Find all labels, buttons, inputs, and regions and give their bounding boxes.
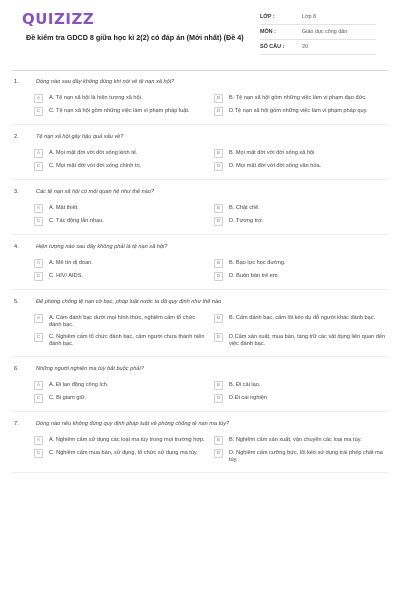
option-text: A. Mê tín dị đoan. xyxy=(49,260,93,266)
option-text: C. Bị giam giữ. xyxy=(49,395,87,401)
question-item xyxy=(12,418,388,473)
answer-option[interactable] xyxy=(214,149,388,158)
option-text: C. Nghiêm cấm tổ chức đánh bạc, cấm người chưa thành niên đánh bạc. xyxy=(49,334,205,347)
question-number: 3. xyxy=(14,189,19,195)
question-list xyxy=(12,76,388,479)
answer-option[interactable] xyxy=(34,449,208,464)
question-number: 4. xyxy=(14,244,19,250)
option-text: D. Nghiêm cấm cưỡng bức, lôi kéo sử dụng trái phép chất ma túy. xyxy=(229,450,383,463)
question-number: 2. xyxy=(14,134,19,140)
answer-option[interactable] xyxy=(34,333,208,348)
option-letter-box[interactable]: C xyxy=(34,333,43,342)
option-text: B. Cấm đánh bạc, cấm lôi kéo dụ dỗ người khác đánh bạc. xyxy=(229,315,376,321)
answer-option[interactable] xyxy=(34,314,208,329)
quizizz-logo: QUIZIZZ xyxy=(22,10,95,28)
option-text: B. Mọi mặt đời với đời sống xã hội xyxy=(229,150,315,156)
option-letter-box[interactable]: C xyxy=(34,272,43,281)
option-text: C. Tác động lẫn nhau. xyxy=(49,218,104,224)
question-text: Hiện tượng nào sau đây không phải là tệ nạn xã hội? xyxy=(36,244,168,250)
answer-option[interactable] xyxy=(34,381,208,390)
meta-question-count xyxy=(260,40,376,55)
option-letter-box[interactable]: D xyxy=(214,394,223,403)
answer-option[interactable] xyxy=(214,107,388,116)
question-header xyxy=(12,186,388,198)
option-text: A. Cấm đánh bạc dưới mọi hình thức, nghiêm cấm tổ chức đánh bạc. xyxy=(49,315,196,328)
option-letter-box[interactable]: C xyxy=(34,394,43,403)
meta-value: Lớp 8 xyxy=(302,14,317,20)
question-header xyxy=(12,241,388,253)
option-text: D.Đi cai nghiện xyxy=(229,395,267,401)
answer-option[interactable] xyxy=(214,436,388,445)
answer-option[interactable] xyxy=(214,217,388,226)
option-letter-box[interactable]: D xyxy=(214,162,223,171)
answer-option[interactable] xyxy=(214,259,388,268)
answer-option[interactable] xyxy=(214,314,388,329)
option-letter-box[interactable]: D xyxy=(214,107,223,116)
question-number: 6. xyxy=(14,366,19,372)
meta-class xyxy=(260,10,376,25)
option-letter-box[interactable]: C xyxy=(34,107,43,116)
answer-option[interactable] xyxy=(34,162,208,171)
option-letter-box[interactable]: A xyxy=(34,94,43,103)
option-letter-box[interactable]: D xyxy=(214,449,223,458)
option-text: C. HIV/ AIDS. xyxy=(49,273,83,279)
option-text: D. Tương trợ. xyxy=(229,218,264,224)
question-text: Dòng nào sau đây không đúng khi nói về tệ nạn xã hội? xyxy=(36,79,175,85)
answer-options xyxy=(34,314,388,348)
question-item xyxy=(12,296,388,357)
answer-option[interactable] xyxy=(34,272,208,281)
answer-option[interactable] xyxy=(34,436,208,445)
meta-value: Giáo dục công dân xyxy=(302,29,348,35)
option-letter-box[interactable]: D xyxy=(214,333,223,342)
option-letter-box[interactable]: D xyxy=(214,272,223,281)
option-text: A. Nghiêm cấm sử dụng các loại ma túy trong mọi trường hợp. xyxy=(49,437,205,443)
option-text: D.Tệ nạn xã hội gồm những việc làm vi phạm pháp quy. xyxy=(229,108,368,114)
option-letter-box[interactable]: B xyxy=(214,259,223,268)
question-text: Dòng nào nêu không đúng quy định pháp luật về phòng chống tệ nạn ma túy? xyxy=(36,421,230,427)
option-text: C. Nghiêm cấm mua bán, sử dụng, tổ chức sử dụng ma túy. xyxy=(49,450,198,456)
answer-option[interactable] xyxy=(214,394,388,403)
question-item xyxy=(12,363,388,412)
option-text: B. Tệ nạn xã hội gồm những việc làm vi phạm đạo đức. xyxy=(229,95,367,101)
answer-option[interactable] xyxy=(34,394,208,403)
option-letter-box[interactable]: D xyxy=(214,217,223,226)
question-item xyxy=(12,131,388,180)
option-letter-box[interactable]: B xyxy=(214,314,223,323)
option-letter-box[interactable]: A xyxy=(34,149,43,158)
question-number: 7. xyxy=(14,421,19,427)
worksheet-meta xyxy=(260,10,376,55)
answer-option[interactable] xyxy=(34,94,208,103)
question-divider xyxy=(12,411,388,412)
question-divider xyxy=(12,124,388,125)
option-letter-box[interactable]: B xyxy=(214,149,223,158)
question-item xyxy=(12,76,388,125)
meta-key: SỐ CÂU : xyxy=(260,44,285,50)
option-letter-box[interactable]: A xyxy=(34,314,43,323)
meta-value: 20 xyxy=(302,44,308,50)
answer-option[interactable] xyxy=(214,381,388,390)
option-text: A. Mật thiết. xyxy=(49,205,79,211)
answer-options xyxy=(34,94,388,116)
answer-option[interactable] xyxy=(34,259,208,268)
answer-options xyxy=(34,149,388,171)
option-letter-box[interactable]: C xyxy=(34,449,43,458)
answer-option[interactable] xyxy=(214,94,388,103)
question-item xyxy=(12,186,388,235)
question-text: Những người nghiện ma túy bắt buộc phải? xyxy=(36,366,144,372)
answer-option[interactable] xyxy=(214,204,388,213)
question-divider xyxy=(12,356,388,357)
option-letter-box[interactable]: A xyxy=(34,259,43,268)
answer-options xyxy=(34,436,388,464)
question-header xyxy=(12,363,388,375)
meta-key: MÔN : xyxy=(260,29,276,35)
option-letter-box[interactable]: A xyxy=(34,381,43,390)
meta-subject xyxy=(260,25,376,40)
answer-option[interactable] xyxy=(34,149,208,158)
header-divider xyxy=(12,70,388,71)
option-text: D. Buôn bán trẻ em. xyxy=(229,273,280,279)
question-header xyxy=(12,418,388,430)
option-letter-box[interactable]: A xyxy=(34,436,43,445)
answer-option[interactable] xyxy=(34,217,208,226)
option-text: D.Cấm sản xuất, mua bán, tàng trữ các vật dụng liên quan đến việc đánh bạc. xyxy=(229,334,386,347)
option-letter-box[interactable]: B xyxy=(214,94,223,103)
question-number: 5. xyxy=(14,299,19,305)
option-text: B. Đi cải lạo. xyxy=(229,382,261,388)
question-header xyxy=(12,76,388,88)
answer-option[interactable] xyxy=(34,204,208,213)
option-text: B. Nghiêm cấm sản xuất, vận chuyển các loại ma túy. xyxy=(229,437,362,443)
question-header xyxy=(12,131,388,143)
option-text: B. Chặt chẽ. xyxy=(229,205,260,211)
option-letter-box[interactable]: A xyxy=(34,204,43,213)
question-text: Tệ nạn xã hội gây hậu quả xấu về? xyxy=(36,134,124,140)
question-divider xyxy=(12,179,388,180)
answer-option[interactable] xyxy=(214,162,388,171)
option-letter-box[interactable]: C xyxy=(34,162,43,171)
answer-option[interactable] xyxy=(34,107,208,116)
option-text: A. Đi lao động công ích. xyxy=(49,382,109,388)
answer-options xyxy=(34,204,388,226)
answer-options xyxy=(34,381,388,403)
worksheet-header xyxy=(12,0,388,66)
option-letter-box[interactable]: B xyxy=(214,204,223,213)
answer-option[interactable] xyxy=(214,449,388,464)
question-text: Các tệ nạn xã hội có mối quan hệ như thế nào? xyxy=(36,189,154,195)
option-letter-box[interactable]: B xyxy=(214,381,223,390)
answer-options xyxy=(34,259,388,281)
meta-key: LỚP : xyxy=(260,14,275,20)
question-divider xyxy=(12,234,388,235)
question-divider xyxy=(12,472,388,473)
answer-option[interactable] xyxy=(214,272,388,281)
option-text: C. Mọi mặt đời với đời sống chính trị. xyxy=(49,163,142,169)
worksheet-title: Đề kiểm tra GDCD 8 giữa học kì 2(2) có đáp án (Mới nhất) (Đề 4) xyxy=(26,33,244,42)
question-text: Để phòng chống tệ nạn cờ bạc, pháp luật nước ta đã quy định như thế nào xyxy=(36,299,222,305)
question-divider xyxy=(12,289,388,290)
answer-option[interactable] xyxy=(214,333,388,348)
question-number: 1. xyxy=(14,79,19,85)
option-letter-box[interactable]: B xyxy=(214,436,223,445)
option-text: A. Mọi mặt đời với đời sống kinh tế. xyxy=(49,150,138,156)
option-text: A. Tệ nạn xã hội là hiện tượng xã hội. xyxy=(49,95,143,101)
option-text: C. Tệ nạn xã hội gồm những việc làm vi phạm pháp luật. xyxy=(49,108,190,114)
option-letter-box[interactable]: C xyxy=(34,217,43,226)
option-text: D. Mọi mặt đời với đời sống văn hóa. xyxy=(229,163,322,169)
question-item xyxy=(12,241,388,290)
question-header xyxy=(12,296,388,308)
option-text: B. Bạo lực học đường. xyxy=(229,260,286,266)
